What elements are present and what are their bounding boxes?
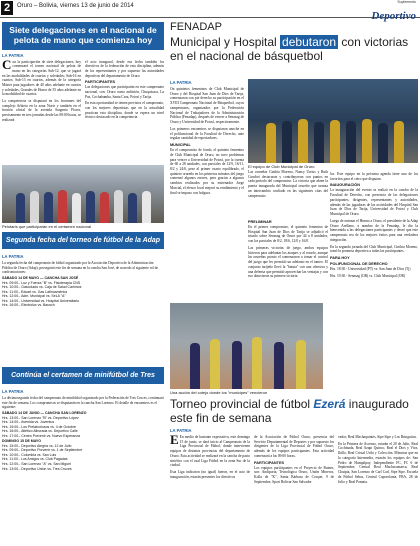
adap-source-tag: LA PATRIA [2,254,24,259]
provincial-col-1 [170,432,250,482]
headline-italic: Ezerá [313,397,346,411]
pelota-source-tag: LA PATRIA [2,52,24,58]
page-number: 2 [1,1,13,15]
pelota-article [2,22,164,124]
municipal-team-photo [248,79,418,163]
pelota-col-2 [85,60,164,125]
section-label: FENADAP [170,21,222,33]
basket-col-2 [248,170,328,200]
basket-col-1 [170,87,244,197]
pelota-paragraph: Las delegaciones que participarán en este campeonato nacional, son: Oruro como anfitrión, Chuquisaca, La Paz, Cochabamba, Santa Cruz, Potosí y Tarija. [85,85,164,99]
page-header [0,0,420,22]
tres-cruces-article [2,386,164,471]
basket-subhead: INAUGURACIÓN [330,183,360,188]
schedule-item: Hrs. 11:00.- Los Amigos vs. Club Pagadas [2,457,68,462]
pelota-col-1 [2,56,81,125]
provincial-col-3 [338,435,418,486]
schedule-item: Hrs. 11:00.- Eduart vs. Gas Latinoamérica [2,289,68,294]
schedule-item: Hrs. 15:00.- Deportivo Alegría vs. 12 de Julio [2,443,72,448]
schedule-item: Hrs. 16:00.- Electrolux vs. Bausch [2,303,55,308]
provincial-paragraph: de la Asociación de Fútbol Oruro, presencia del Servicio Departamental de Deportes y por supuesto los dirigentes de la Liga Provincial de Fútbol Oruro, además de los equipos participantes. Esta actividad comenzará a las 09:00 horas. [254,435,334,458]
schedule-item: Hrs. 14:00.- Avenida vs. Juventus [2,420,55,425]
basket-paragraph: En la segunda jornada del Club Municipal, Cinthia Moreno, tomó la promesa deportiva a todas las participantes. [330,244,418,254]
adap-schedule [2,276,164,308]
adap-headline: Segunda fecha del torneo de fútbol de la Adap 2014 [2,232,164,249]
basket-col-4 [330,172,418,280]
game-action-photo [170,303,323,389]
adap-schedule-head: SÁBADO 14 DE MAYO — CANCHA SAN JOSÉ [2,276,79,281]
pelota-body [2,56,164,125]
game-action-caption: Una acción del cotejo donde los "municipes" vencieron [170,390,268,395]
basket-paragraph: Los primeros encuentros se disputaron anoche en el polifuncional de la Facultad de Derecho, ante regular cantidad de espectadores. [170,126,244,141]
basket-paragraph: En el primer compromiso, el quinteto femenino de Hospital San Juan de Dios de Tarija se adjudicó el triunfo sobre Senasag de Oruro por 44 a 8 unidades, con los parciales de 8/2, 18/6, 12/0 y 16/0. [248,225,328,244]
tres-cruces-source-tag: LA PATRIA [2,389,24,394]
pelota-paragraph: el acto inaugural, desde esa fecha también los directivos de la federación de esta disciplina, además de los representantes y por supuesto las autoridades deportivas del departamento de Oruro. [85,59,164,78]
schedule-item: Hrs. 14:00.- Universidad vs. Hospital Universitario [2,298,80,303]
basket-schedule-item: Hrs. 18:30.- Universidad (PT) vs. San Juan de Dios (Tj) [330,267,411,272]
drop-cap: C [2,56,12,72]
schedule-item: Hrs. 17:00.- Centro Porvenir vs. Nuevo Esperanza [2,433,81,438]
tres-cruces-schedule-head: SÁBADO 14 DE JUNIO — CANCHA SAN LORENZO [2,411,87,416]
provincial-col-2 [254,435,334,487]
tres-cruces-headline: Continúa el certamen de minifútbol de Tres Cruces [2,367,164,384]
municipal-photo-caption: El equipo de Club Municipal de Oruro [248,164,315,169]
basket-subhead: POLIFUNCIONAL DE DERECHO [330,262,388,267]
basket-source-tag: LA PATRIA [170,80,192,85]
basket-paragraph: On quintetos femeninos de Club Municipal de Oruro y del Hospital San Juan de Dios de Tarija, comenzaron con pie derecho su participación en el XVIII Campeonato Nacional de Básquetbol, cuyos campeonatos, organizados por la Federación Nacional de Trabajadores de la Administración Pública (Fenadap), después de vencer a Senasag de Oruro y Universidad de Potosí, respectivamente. [170,87,244,125]
provincial-paragraph: vador, Real Machaquintes, Sipe Sipe y Los Bringuitos. [338,435,417,439]
provincial-subhead: PARTICIPANTES [254,460,285,465]
provincial-paragraph: E En medio de bastante expectativa, este domingo 15 de junio, se dará inicio al Campeonato de la Liga Provincial de Fútbol, donde intervienen equipos de distintas provincias del departamento de Oruro. Esta actividad se realizará en la cancha de pasto sintético con el cual Liga Fútbol en la zona Sur de la ciudad. [170,432,250,468]
logo-supertitle: Suplemento [397,0,416,4]
basket-subhead: PARA HOY [330,256,350,261]
supplement-logo [371,0,416,23]
basket-subhead: MUNICIPAL [170,143,191,148]
headline-highlight: debutaron [282,35,337,49]
basket-subhead: PRELIMINAR [248,220,272,224]
pelota-paragraph: La competencia se disputará en los frontones del complejo Arbieto en la zona Norte y también en el frontón oficial de la avenida Sargento Flores, precisamente en tres jornadas desde las 08:00 horas, se realizará [2,98,81,122]
provincial-paragraph: Esta Liga indicaron (no igual) fueron, en el acto de inauguración, estarán presentes los directivos [170,470,250,479]
basket-paragraph: Las orureñas Cinthia Moreno, Nancy Urrius y Ruth Condori destacaron y contribuyeron con puntos en cada período del compromiso. La victoria que abren la puerta inaugurada del Municipal orureño que avanza un intercambio confiado en las siguientes citas del campeonato. [248,170,328,198]
basket-paragraph: los. Este equipo en la próxima agenda tiene una de los favoritos para el cetro que disputan. [330,172,418,181]
basket-col-3 [248,218,328,281]
provincial-paragraph: En la Primera de Ascenso, estarán el 20 de Julio, Real Cochinada, Real Azapi Quinco, Real el Dios y Viva, Ibillo, Real Cristal Uribi y Colección. Mientras que en la categoría Intermedia, estarán los equipos de: San Pedro de Humpilpay, Independiente FC, FC 6 de Septiembre, Central Real Machacamarca, Real Chuipia, San Lorenzo de Carl Carl, Sipe Sipe, Escuela de Fútbol Sebas, Central Caporolanta, FBA, 28 de Julio y Real Pomata. [338,441,418,484]
pelota-paragraph: En esta oportunidad se tienen previstos el campeonato, con los mejores deportistas que en la actualidad practican esta disciplina, donde se espera un nivel técnico destacado en la competencia. [85,101,164,120]
provincial-headline: Torneo provincial de fútbol Ezerá inaugurado este fin de semana [170,397,409,426]
schedule-item: Hrs. 10:00.- Colombia vs. San Luis [2,452,57,457]
basket-schedule-item: Hrs. 19:30.- Senasag (OR) vs. Club Municipal (OR) [330,273,406,278]
schedule-day-head: DOMINGO 15 DE MAYO [2,439,41,444]
schedule-item: Hrs. 13:00.- San Lorenzo "B" vs. Deportivo López [2,415,79,420]
schedule-item: Hrs. 10:00.- Gasoducto vs. Caja de Salud Caminos [2,285,82,290]
provincial-paragraph: Los equipos participantes en el Proyecto de Ruiner, son: Andiporta, Tecnológica Oruro, Unión Mineros, Kolla de "K", Santa Bárbara de Corque, 9 de Septiembre, Sport Bolivar San Salvador [254,465,334,484]
header-dateline: Oruro – Bolivia, viernes 13 de junio de 2014 [17,3,134,9]
drop-cap: E [170,432,179,447]
pelotaris-photo [2,165,164,223]
pelota-paragraph: Con la participación de siete delegaciones, hoy comenzará el torneo nacional de pelota de mano en las categorías Sub-12, que se jugará en las modalidades de cuartos y soledades; Sub-16 en cuartos; Sub-13 en cuartos, además de la categoría Máster para jugadores de 40 años adelante en cuartos y soledades, Grandes de Honor de 55 años adelante en la modalidad de cuartos. [2,56,81,97]
schedule-item: Hrs. 15:00.- Los Prelaboriosos vs. 4 de Octubre [2,424,76,429]
adap-paragraph: La segunda fecha del campeonato de fútbol organizado por la Asociación Deportiva de la Administración Pública de Oruro (Adap), proseguirá este fin de semana en la cancha San José, de acuerdo al siguiente rol de confrontaciones: [2,261,158,275]
schedule-item: Hrs. 09:00.- Luz y Fuerza "B" vs. Fisioterapia CNS [2,280,81,285]
pelota-headline: Siete delegaciones en el nacional de pelota de mano que comienza hoy [2,22,164,50]
schedule-item: Hrs. 12:00.- San Lorenzo "A" vs. San Miguel [2,462,71,467]
tres-cruces-paragraph: La décimosegunda fecha del campeonato de minifútbol organizado por la Federación de Tres Cruces, continuará este fin de semana. Los compromisos se disputarán en la cancha San Lorenzo. El detalle de encuentros es el siguiente: [2,396,164,410]
adap-article [2,251,164,308]
basket-headline: Municipal y Hospital debutaron con victorias en el nacional de básquetbol [170,35,409,64]
pelota-subhead: PARTICIPANTES [85,80,116,85]
schedule-item: Hrs. 16:00.- Atlético Alborada vs. Deportivo Calle [2,429,78,434]
basket-paragraph: Las primeras victorias de juego, ambos equipos hicieron para adelantar los ataques y al rotarlo, aunque las orureñas pronto el comenzaron a tomar el control del juego que les permitió un adelanto en el tanteo. El conjunto tarijeño llevó la "batuta" con una ofensiva y una defensa que permitió aprovechar las ventajas y con eso obtuvieron su primera victoria. [248,245,328,279]
logo-title: Deportivo [371,10,416,22]
pelotaris-caption: Pelotaris que participarán en el certamen nacional [2,224,91,229]
provincial-source-tag: LA PATRIA [170,428,192,433]
schedule-item: Hrs. 09:00.- Deportivo Porvenir vs. 1 de Septiembre [2,448,83,453]
schedule-item: Hrs. 12:00.- Adm. Municipal vs. SeLA "A" [2,294,66,299]
basket-paragraph: La inauguración del evento se realizó en la cancha de la Facultad de Derecho, con presencia de las delegaciones participantes, dirigentes, representantes y autoridades, además de las jugadoras de las actividades del Hospital San Juan de Dios de Tarija, Universidad de Potosí y Club Municipal de Oruro. [330,188,418,217]
tres-cruces-schedule [2,411,164,471]
basket-paragraph: Luego de entonar el Himno a Oruro, el presidente de la Adap Oruro Arellano, a nombre de la Fenadap, le dio la bienvenida a las delegaciones participantes y deseó que este campeonato sea de los mejores éxitos para una verdadera integración. [330,218,418,242]
schedule-item: Hrs. 13:00.- Deportivo Unión vs. Tres Cruces [2,466,72,471]
basket-paragraph: En el compromiso de fondo, el quinteto femenino de Club Municipal de Oruro, no tuvo problemas para vencer a Universidad de Potosí, por la cuenta de 60 a 28 unidades, con parciales de 12/9, 16/11, 8/2 y 24/6, pese al primer cuarto equilibrado, el quinteto orureño en los primeros minutos del juego comenzó algunos errores, pero gracias a algunos cambios realizados por su entrenador Jorge Marcial, el elenco local mejoró su rendimiento y el final se impuso con holgura. [170,148,244,195]
